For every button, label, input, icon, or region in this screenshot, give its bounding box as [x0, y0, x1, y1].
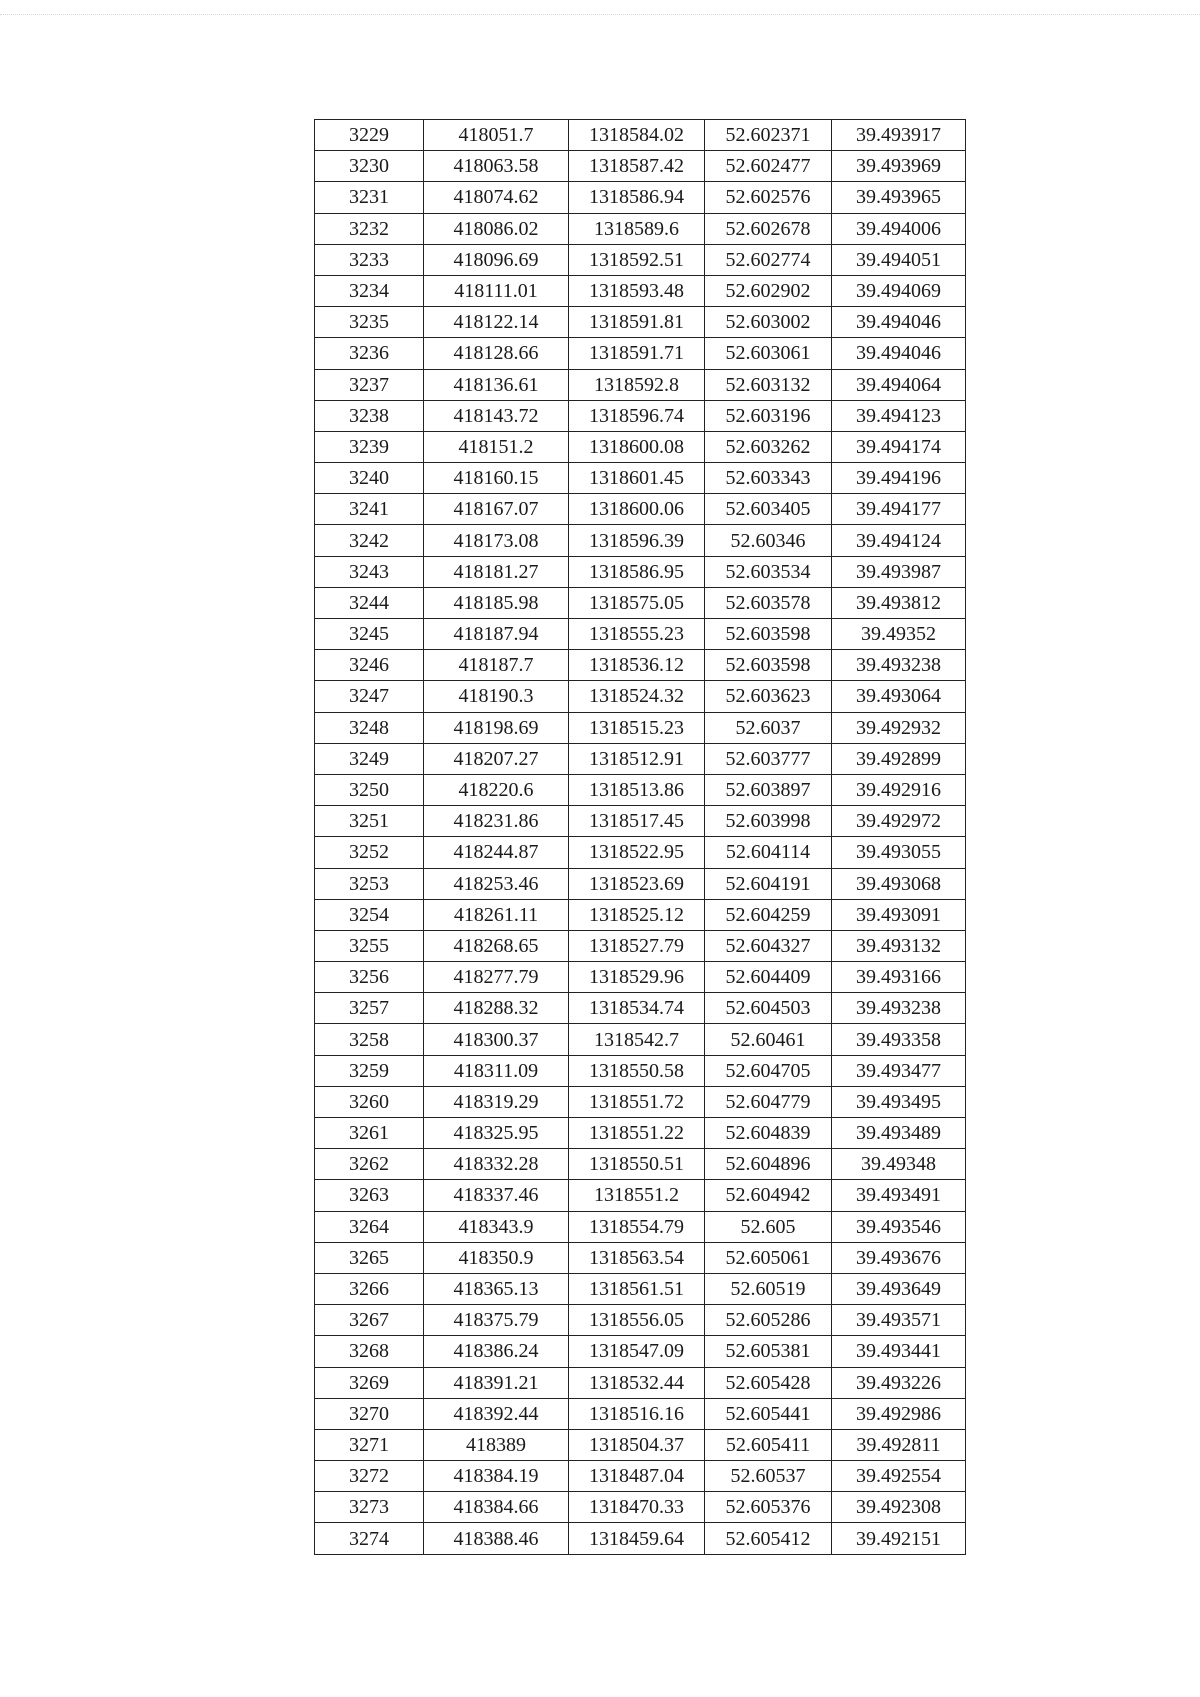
table-row [315, 1242, 966, 1273]
y-coordinate-cell: 1318601.45 [569, 463, 705, 494]
latitude-cell: 52.605286 [705, 1305, 832, 1336]
table-row [315, 1211, 966, 1242]
point-number-cell: 3257 [315, 993, 424, 1024]
longitude-cell: 39.493238 [832, 650, 966, 681]
table-row [315, 868, 966, 899]
y-coordinate-cell: 1318596.74 [569, 400, 705, 431]
y-coordinate-cell: 1318516.16 [569, 1398, 705, 1429]
table-row [315, 837, 966, 868]
table-row [315, 619, 966, 650]
y-coordinate-cell: 1318534.74 [569, 993, 705, 1024]
point-number-cell: 3253 [315, 868, 424, 899]
longitude-cell: 39.493055 [832, 837, 966, 868]
y-coordinate-cell: 1318504.37 [569, 1429, 705, 1460]
x-coordinate-cell: 418365.13 [424, 1273, 569, 1304]
point-number-cell: 3242 [315, 525, 424, 556]
table-row [315, 431, 966, 462]
table-row [315, 213, 966, 244]
longitude-cell: 39.492916 [832, 774, 966, 805]
y-coordinate-cell: 1318550.51 [569, 1149, 705, 1180]
y-coordinate-cell: 1318556.05 [569, 1305, 705, 1336]
longitude-cell: 39.493812 [832, 587, 966, 618]
point-number-cell: 3247 [315, 681, 424, 712]
y-coordinate-cell: 1318592.8 [569, 369, 705, 400]
latitude-cell: 52.602576 [705, 182, 832, 213]
y-coordinate-cell: 1318596.39 [569, 525, 705, 556]
x-coordinate-cell: 418375.79 [424, 1305, 569, 1336]
y-coordinate-cell: 1318459.64 [569, 1523, 705, 1554]
table-row [315, 1492, 966, 1523]
x-coordinate-cell: 418122.14 [424, 307, 569, 338]
y-coordinate-cell: 1318586.94 [569, 182, 705, 213]
latitude-cell: 52.603998 [705, 806, 832, 837]
y-coordinate-cell: 1318600.06 [569, 494, 705, 525]
y-coordinate-cell: 1318523.69 [569, 868, 705, 899]
longitude-cell: 39.492899 [832, 743, 966, 774]
x-coordinate-cell: 418111.01 [424, 275, 569, 306]
point-number-cell: 3238 [315, 400, 424, 431]
point-number-cell: 3254 [315, 899, 424, 930]
longitude-cell: 39.494124 [832, 525, 966, 556]
latitude-cell: 52.604327 [705, 930, 832, 961]
point-number-cell: 3233 [315, 244, 424, 275]
x-coordinate-cell: 418198.69 [424, 712, 569, 743]
latitude-cell: 52.605376 [705, 1492, 832, 1523]
y-coordinate-cell: 1318591.71 [569, 338, 705, 369]
x-coordinate-cell: 418231.86 [424, 806, 569, 837]
table-row [315, 1086, 966, 1117]
longitude-cell: 39.493965 [832, 182, 966, 213]
longitude-cell: 39.493166 [832, 962, 966, 993]
longitude-cell: 39.493441 [832, 1336, 966, 1367]
longitude-cell: 39.493676 [832, 1242, 966, 1273]
table-row [315, 182, 966, 213]
y-coordinate-cell: 1318525.12 [569, 899, 705, 930]
point-number-cell: 3262 [315, 1149, 424, 1180]
y-coordinate-cell: 1318513.86 [569, 774, 705, 805]
latitude-cell: 52.602774 [705, 244, 832, 275]
point-number-cell: 3268 [315, 1336, 424, 1367]
x-coordinate-cell: 418096.69 [424, 244, 569, 275]
longitude-cell: 39.494196 [832, 463, 966, 494]
latitude-cell: 52.605441 [705, 1398, 832, 1429]
y-coordinate-cell: 1318575.05 [569, 587, 705, 618]
table-row [315, 463, 966, 494]
x-coordinate-cell: 418384.19 [424, 1461, 569, 1492]
table-row [315, 338, 966, 369]
latitude-cell: 52.604259 [705, 899, 832, 930]
table-row [315, 400, 966, 431]
longitude-cell: 39.493969 [832, 151, 966, 182]
point-number-cell: 3231 [315, 182, 424, 213]
longitude-cell: 39.493477 [832, 1055, 966, 1086]
point-number-cell: 3243 [315, 556, 424, 587]
latitude-cell: 52.60537 [705, 1461, 832, 1492]
y-coordinate-cell: 1318487.04 [569, 1461, 705, 1492]
latitude-cell: 52.604705 [705, 1055, 832, 1086]
x-coordinate-cell: 418187.94 [424, 619, 569, 650]
point-number-cell: 3273 [315, 1492, 424, 1523]
x-coordinate-cell: 418167.07 [424, 494, 569, 525]
latitude-cell: 52.602678 [705, 213, 832, 244]
table-row [315, 1149, 966, 1180]
point-number-cell: 3239 [315, 431, 424, 462]
table-row [315, 806, 966, 837]
longitude-cell: 39.493987 [832, 556, 966, 587]
latitude-cell: 52.604779 [705, 1086, 832, 1117]
latitude-cell: 52.603897 [705, 774, 832, 805]
table-row [315, 899, 966, 930]
longitude-cell: 39.494046 [832, 338, 966, 369]
point-number-cell: 3271 [315, 1429, 424, 1460]
point-number-cell: 3237 [315, 369, 424, 400]
y-coordinate-cell: 1318551.72 [569, 1086, 705, 1117]
table-row [315, 774, 966, 805]
longitude-cell: 39.494064 [832, 369, 966, 400]
point-number-cell: 3269 [315, 1367, 424, 1398]
table-row [315, 1118, 966, 1149]
table-row [315, 120, 966, 151]
x-coordinate-cell: 418253.46 [424, 868, 569, 899]
point-number-cell: 3249 [315, 743, 424, 774]
point-number-cell: 3259 [315, 1055, 424, 1086]
y-coordinate-cell: 1318591.81 [569, 307, 705, 338]
longitude-cell: 39.493226 [832, 1367, 966, 1398]
latitude-cell: 52.603598 [705, 619, 832, 650]
latitude-cell: 52.604409 [705, 962, 832, 993]
latitude-cell: 52.603262 [705, 431, 832, 462]
x-coordinate-cell: 418128.66 [424, 338, 569, 369]
table-row [315, 650, 966, 681]
x-coordinate-cell: 418063.58 [424, 151, 569, 182]
y-coordinate-cell: 1318593.48 [569, 275, 705, 306]
x-coordinate-cell: 418190.3 [424, 681, 569, 712]
latitude-cell: 52.604896 [705, 1149, 832, 1180]
latitude-cell: 52.60519 [705, 1273, 832, 1304]
table-row [315, 993, 966, 1024]
longitude-cell: 39.494123 [832, 400, 966, 431]
point-number-cell: 3245 [315, 619, 424, 650]
longitude-cell: 39.493064 [832, 681, 966, 712]
y-coordinate-cell: 1318524.32 [569, 681, 705, 712]
x-coordinate-cell: 418384.66 [424, 1492, 569, 1523]
x-coordinate-cell: 418074.62 [424, 182, 569, 213]
x-coordinate-cell: 418244.87 [424, 837, 569, 868]
table-row [315, 1398, 966, 1429]
latitude-cell: 52.60346 [705, 525, 832, 556]
x-coordinate-cell: 418311.09 [424, 1055, 569, 1086]
point-number-cell: 3246 [315, 650, 424, 681]
latitude-cell: 52.605381 [705, 1336, 832, 1367]
point-number-cell: 3260 [315, 1086, 424, 1117]
x-coordinate-cell: 418391.21 [424, 1367, 569, 1398]
table-row [315, 1273, 966, 1304]
latitude-cell: 52.6037 [705, 712, 832, 743]
longitude-cell: 39.492811 [832, 1429, 966, 1460]
point-number-cell: 3263 [315, 1180, 424, 1211]
y-coordinate-cell: 1318561.51 [569, 1273, 705, 1304]
x-coordinate-cell: 418277.79 [424, 962, 569, 993]
point-number-cell: 3241 [315, 494, 424, 525]
point-number-cell: 3258 [315, 1024, 424, 1055]
latitude-cell: 52.602477 [705, 151, 832, 182]
y-coordinate-cell: 1318515.23 [569, 712, 705, 743]
longitude-cell: 39.493238 [832, 993, 966, 1024]
table-row [315, 1367, 966, 1398]
table-row [315, 494, 966, 525]
longitude-cell: 39.493917 [832, 120, 966, 151]
y-coordinate-cell: 1318529.96 [569, 962, 705, 993]
longitude-cell: 39.492972 [832, 806, 966, 837]
x-coordinate-cell: 418392.44 [424, 1398, 569, 1429]
point-number-cell: 3236 [315, 338, 424, 369]
point-number-cell: 3267 [315, 1305, 424, 1336]
coordinates-table-body [315, 120, 966, 1555]
latitude-cell: 52.603061 [705, 338, 832, 369]
table-row [315, 930, 966, 961]
latitude-cell: 52.603196 [705, 400, 832, 431]
y-coordinate-cell: 1318470.33 [569, 1492, 705, 1523]
table-row [315, 712, 966, 743]
longitude-cell: 39.494006 [832, 213, 966, 244]
latitude-cell: 52.603598 [705, 650, 832, 681]
x-coordinate-cell: 418388.46 [424, 1523, 569, 1554]
longitude-cell: 39.494046 [832, 307, 966, 338]
x-coordinate-cell: 418181.27 [424, 556, 569, 587]
x-coordinate-cell: 418300.37 [424, 1024, 569, 1055]
y-coordinate-cell: 1318527.79 [569, 930, 705, 961]
latitude-cell: 52.602371 [705, 120, 832, 151]
table-row [315, 1461, 966, 1492]
latitude-cell: 52.605412 [705, 1523, 832, 1554]
x-coordinate-cell: 418337.46 [424, 1180, 569, 1211]
table-row [315, 525, 966, 556]
coordinates-table [314, 119, 966, 1555]
x-coordinate-cell: 418350.9 [424, 1242, 569, 1273]
x-coordinate-cell: 418220.6 [424, 774, 569, 805]
table-row [315, 962, 966, 993]
y-coordinate-cell: 1318547.09 [569, 1336, 705, 1367]
table-row [315, 587, 966, 618]
y-coordinate-cell: 1318600.08 [569, 431, 705, 462]
y-coordinate-cell: 1318584.02 [569, 120, 705, 151]
longitude-cell: 39.493358 [832, 1024, 966, 1055]
table-row [315, 1055, 966, 1086]
x-coordinate-cell: 418261.11 [424, 899, 569, 930]
x-coordinate-cell: 418160.15 [424, 463, 569, 494]
latitude-cell: 52.605 [705, 1211, 832, 1242]
table-row [315, 1523, 966, 1554]
latitude-cell: 52.603534 [705, 556, 832, 587]
table-row [315, 151, 966, 182]
x-coordinate-cell: 418332.28 [424, 1149, 569, 1180]
x-coordinate-cell: 418173.08 [424, 525, 569, 556]
longitude-cell: 39.492308 [832, 1492, 966, 1523]
longitude-cell: 39.494174 [832, 431, 966, 462]
latitude-cell: 52.60461 [705, 1024, 832, 1055]
point-number-cell: 3274 [315, 1523, 424, 1554]
y-coordinate-cell: 1318592.51 [569, 244, 705, 275]
longitude-cell: 39.492932 [832, 712, 966, 743]
longitude-cell: 39.493068 [832, 868, 966, 899]
latitude-cell: 52.603623 [705, 681, 832, 712]
x-coordinate-cell: 418319.29 [424, 1086, 569, 1117]
latitude-cell: 52.603777 [705, 743, 832, 774]
longitude-cell: 39.494177 [832, 494, 966, 525]
x-coordinate-cell: 418187.7 [424, 650, 569, 681]
point-number-cell: 3261 [315, 1118, 424, 1149]
x-coordinate-cell: 418185.98 [424, 587, 569, 618]
table-row [315, 1336, 966, 1367]
point-number-cell: 3256 [315, 962, 424, 993]
longitude-cell: 39.494069 [832, 275, 966, 306]
longitude-cell: 39.492986 [832, 1398, 966, 1429]
table-row [315, 369, 966, 400]
x-coordinate-cell: 418143.72 [424, 400, 569, 431]
latitude-cell: 52.604191 [705, 868, 832, 899]
point-number-cell: 3235 [315, 307, 424, 338]
longitude-cell: 39.493091 [832, 899, 966, 930]
x-coordinate-cell: 418325.95 [424, 1118, 569, 1149]
longitude-cell: 39.493571 [832, 1305, 966, 1336]
latitude-cell: 52.605411 [705, 1429, 832, 1460]
y-coordinate-cell: 1318563.54 [569, 1242, 705, 1273]
y-coordinate-cell: 1318551.22 [569, 1118, 705, 1149]
point-number-cell: 3265 [315, 1242, 424, 1273]
y-coordinate-cell: 1318512.91 [569, 743, 705, 774]
latitude-cell: 52.604942 [705, 1180, 832, 1211]
table-row [315, 743, 966, 774]
x-coordinate-cell: 418051.7 [424, 120, 569, 151]
latitude-cell: 52.605061 [705, 1242, 832, 1273]
y-coordinate-cell: 1318586.95 [569, 556, 705, 587]
y-coordinate-cell: 1318551.2 [569, 1180, 705, 1211]
latitude-cell: 52.602902 [705, 275, 832, 306]
latitude-cell: 52.603343 [705, 463, 832, 494]
point-number-cell: 3252 [315, 837, 424, 868]
point-number-cell: 3244 [315, 587, 424, 618]
x-coordinate-cell: 418086.02 [424, 213, 569, 244]
longitude-cell: 39.493495 [832, 1086, 966, 1117]
point-number-cell: 3229 [315, 120, 424, 151]
longitude-cell: 39.494051 [832, 244, 966, 275]
longitude-cell: 39.493132 [832, 930, 966, 961]
table-row [315, 244, 966, 275]
longitude-cell: 39.493491 [832, 1180, 966, 1211]
point-number-cell: 3270 [315, 1398, 424, 1429]
y-coordinate-cell: 1318589.6 [569, 213, 705, 244]
latitude-cell: 52.604839 [705, 1118, 832, 1149]
y-coordinate-cell: 1318522.95 [569, 837, 705, 868]
longitude-cell: 39.493649 [832, 1273, 966, 1304]
y-coordinate-cell: 1318542.7 [569, 1024, 705, 1055]
longitude-cell: 39.49348 [832, 1149, 966, 1180]
latitude-cell: 52.603002 [705, 307, 832, 338]
y-coordinate-cell: 1318550.58 [569, 1055, 705, 1086]
table-row [315, 275, 966, 306]
point-number-cell: 3240 [315, 463, 424, 494]
y-coordinate-cell: 1318517.45 [569, 806, 705, 837]
latitude-cell: 52.603578 [705, 587, 832, 618]
table-row [315, 1429, 966, 1460]
latitude-cell: 52.604114 [705, 837, 832, 868]
x-coordinate-cell: 418389 [424, 1429, 569, 1460]
y-coordinate-cell: 1318555.23 [569, 619, 705, 650]
y-coordinate-cell: 1318554.79 [569, 1211, 705, 1242]
table-row [315, 307, 966, 338]
point-number-cell: 3230 [315, 151, 424, 182]
point-number-cell: 3250 [315, 774, 424, 805]
point-number-cell: 3264 [315, 1211, 424, 1242]
x-coordinate-cell: 418343.9 [424, 1211, 569, 1242]
table-row [315, 1305, 966, 1336]
x-coordinate-cell: 418268.65 [424, 930, 569, 961]
x-coordinate-cell: 418288.32 [424, 993, 569, 1024]
x-coordinate-cell: 418151.2 [424, 431, 569, 462]
table-row [315, 681, 966, 712]
point-number-cell: 3266 [315, 1273, 424, 1304]
latitude-cell: 52.603132 [705, 369, 832, 400]
x-coordinate-cell: 418136.61 [424, 369, 569, 400]
x-coordinate-cell: 418207.27 [424, 743, 569, 774]
point-number-cell: 3272 [315, 1461, 424, 1492]
table-row [315, 556, 966, 587]
table-row [315, 1180, 966, 1211]
table-row [315, 1024, 966, 1055]
point-number-cell: 3232 [315, 213, 424, 244]
page-top-edge [0, 14, 1200, 15]
longitude-cell: 39.493546 [832, 1211, 966, 1242]
point-number-cell: 3251 [315, 806, 424, 837]
longitude-cell: 39.492151 [832, 1523, 966, 1554]
longitude-cell: 39.493489 [832, 1118, 966, 1149]
y-coordinate-cell: 1318587.42 [569, 151, 705, 182]
y-coordinate-cell: 1318532.44 [569, 1367, 705, 1398]
latitude-cell: 52.605428 [705, 1367, 832, 1398]
y-coordinate-cell: 1318536.12 [569, 650, 705, 681]
longitude-cell: 39.492554 [832, 1461, 966, 1492]
point-number-cell: 3248 [315, 712, 424, 743]
latitude-cell: 52.603405 [705, 494, 832, 525]
point-number-cell: 3255 [315, 930, 424, 961]
latitude-cell: 52.604503 [705, 993, 832, 1024]
point-number-cell: 3234 [315, 275, 424, 306]
longitude-cell: 39.49352 [832, 619, 966, 650]
x-coordinate-cell: 418386.24 [424, 1336, 569, 1367]
